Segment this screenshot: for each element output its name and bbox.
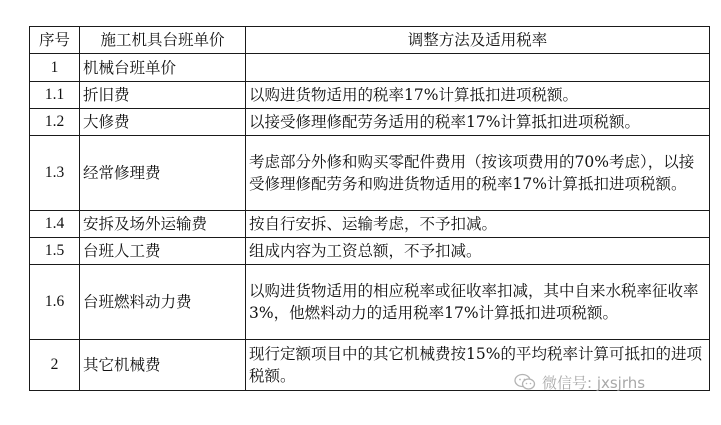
table-row [30,54,710,82]
table-row [30,211,710,238]
row-no: 1.1 [30,82,80,109]
row-item: 机械台班单价 [80,54,246,82]
table-row [30,109,710,136]
row-item: 台班人工费 [80,238,246,265]
row-no: 1.2 [30,109,80,136]
row-method: 以购进货物适用的相应税率或征收率扣减，其中自来水税率征收率3%，他燃料动力的适用税率17%计算抵扣进项税额。 [246,265,710,340]
row-method: 考虑部分外修和购买零配件费用（按该项费用的70%考虑），以接受修理修配劳务和购进货物适用的税率17%计算抵扣进项税额。 [246,136,710,211]
row-method: 按自行安拆、运输考虑，不予扣减。 [246,211,710,238]
row-no: 2 [30,340,80,391]
row-item: 折旧费 [80,82,246,109]
row-no: 1 [30,54,80,82]
row-method [246,54,710,82]
row-method: 以接受修理修配劳务适用的税率17%计算抵扣进项税额。 [246,109,710,136]
row-item: 经常修理费 [80,136,246,211]
row-item: 安拆及场外运输费 [80,211,246,238]
row-method: 组成内容为工资总额，不予扣减。 [246,238,710,265]
row-item: 大修费 [80,109,246,136]
row-no: 1.3 [30,136,80,211]
row-item: 台班燃料动力费 [80,265,246,340]
header-method: 调整方法及适用税率 [246,27,710,54]
watermark-text: 微信号: jxsjrhs [542,373,646,392]
row-no: 1.5 [30,238,80,265]
header-item: 施工机具台班单价 [80,27,246,54]
row-no: 1.6 [30,265,80,340]
row-item: 其它机械费 [80,340,246,391]
table-row [30,265,710,340]
table-row [30,136,710,211]
table-row [30,82,710,109]
tax-rate-table [29,26,710,391]
table-row [30,238,710,265]
table-row [30,340,710,391]
header-no: 序号 [30,27,80,54]
table-header-row [30,27,710,54]
row-method: 现行定额项目中的其它机械费按15%的平均税率计算可抵扣的进项税额。 [246,340,710,391]
row-method: 以购进货物适用的税率17%计算抵扣进项税额。 [246,82,710,109]
row-no: 1.4 [30,211,80,238]
